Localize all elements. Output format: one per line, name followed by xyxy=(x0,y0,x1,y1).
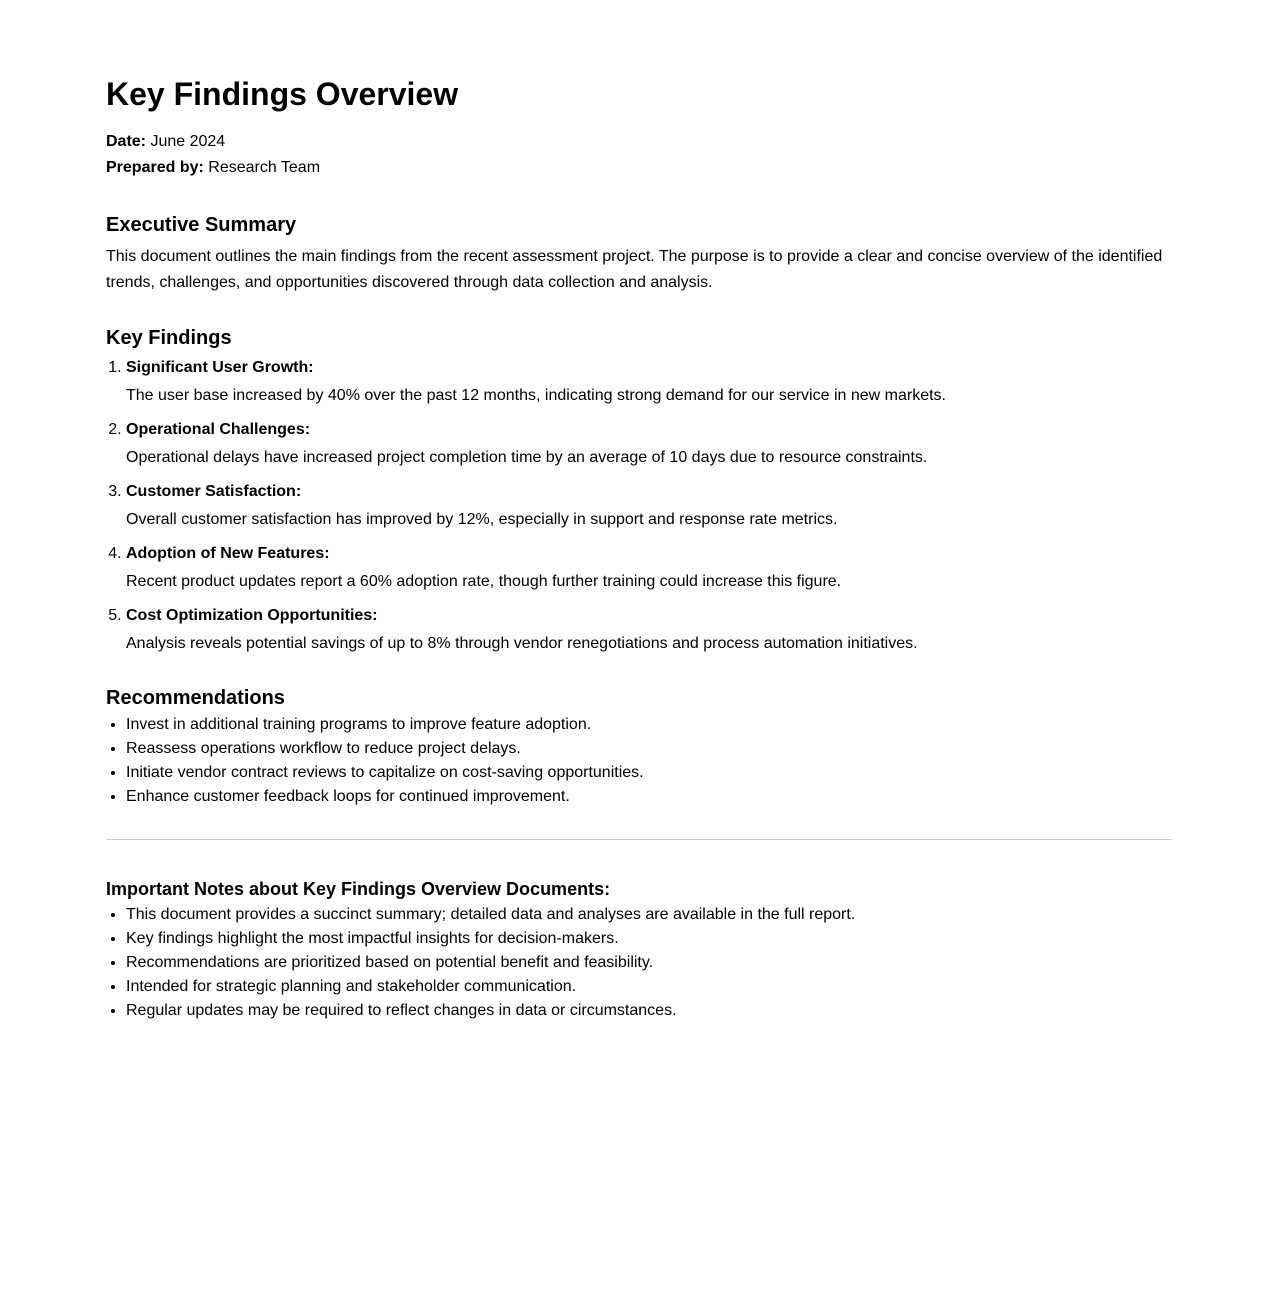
date-label: Date: xyxy=(106,133,147,150)
section-divider xyxy=(106,839,1172,840)
notes-heading: Important Notes about Key Findings Overview Documents: xyxy=(106,879,611,899)
prepared-by-label: Prepared by: xyxy=(106,159,204,176)
finding-title: 3. Customer Satisfaction: xyxy=(126,483,302,500)
note-item: • Key findings highlight the most impactful insights for decision-makers. xyxy=(126,927,1172,951)
key-findings-section xyxy=(106,324,1172,658)
note-item: • Regular updates may be required to reflect changes in data or circumstances. xyxy=(126,999,1172,1023)
finding-title: 1. Significant User Growth: xyxy=(126,359,314,376)
key-findings-heading: Key Findings xyxy=(106,327,232,349)
document-meta xyxy=(106,129,1172,181)
recommendations-list xyxy=(106,713,1172,809)
note-item: • Intended for strategic planning and stakeholder communication. xyxy=(126,975,1172,999)
finding-title: 4. Adoption of New Features: xyxy=(126,545,330,562)
finding-description: Overall customer satisfaction has improved by 12%, especially in support and response rate metrics. xyxy=(126,511,838,528)
executive-summary-section xyxy=(106,211,1172,296)
executive-summary-heading: Executive Summary xyxy=(106,214,297,236)
finding-description: Operational delays have increased project completion time by an average of 10 days due to resource constraints. xyxy=(126,449,928,466)
date-line xyxy=(106,129,1172,155)
date-value: June 2024 xyxy=(150,133,226,150)
prepared-by-line xyxy=(106,155,1172,181)
page-title: Key Findings Overview xyxy=(106,76,459,112)
finding-item xyxy=(126,416,1172,472)
recommendation-item: • Invest in additional training programs to improve feature adoption. xyxy=(126,713,1172,737)
notes-section xyxy=(106,876,1172,1023)
finding-description: Analysis reveals potential savings of up to 8% through vendor renegotiations and process automation initiatives. xyxy=(126,635,918,652)
finding-item xyxy=(126,478,1172,534)
note-item: • This document provides a succinct summary; detailed data and analyses are available in the full report. xyxy=(126,903,1172,927)
finding-title: 5. Cost Optimization Opportunities: xyxy=(126,607,378,624)
key-findings-list xyxy=(106,354,1172,658)
finding-item xyxy=(126,354,1172,410)
prepared-by-value: Research Team xyxy=(208,159,321,176)
document xyxy=(106,0,1172,1023)
executive-summary-text: This document outlines the main findings from the recent assessment project. The purpose is to provide a clear and concise overview of the identified trends, challenges, and opportunities discovered through data collection and analysis. xyxy=(106,248,1163,291)
note-item: • Recommendations are prioritized based on potential benefit and feasibility. xyxy=(126,951,1172,975)
finding-item xyxy=(126,602,1172,658)
finding-title: 2. Operational Challenges: xyxy=(126,421,311,438)
recommendation-item: • Initiate vendor contract reviews to capitalize on cost-saving opportunities. xyxy=(126,761,1172,785)
finding-description: The user base increased by 40% over the past 12 months, indicating strong demand for our service in new markets. xyxy=(126,387,946,404)
recommendations-section xyxy=(106,684,1172,809)
recommendation-item: • Enhance customer feedback loops for continued improvement. xyxy=(126,785,1172,809)
recommendations-heading: Recommendations xyxy=(106,687,285,709)
notes-list xyxy=(106,903,1172,1023)
recommendation-item: • Reassess operations workflow to reduce project delays. xyxy=(126,737,1172,761)
finding-description: Recent product updates report a 60% adoption rate, though further training could increase this figure. xyxy=(126,573,842,590)
finding-item xyxy=(126,540,1172,596)
